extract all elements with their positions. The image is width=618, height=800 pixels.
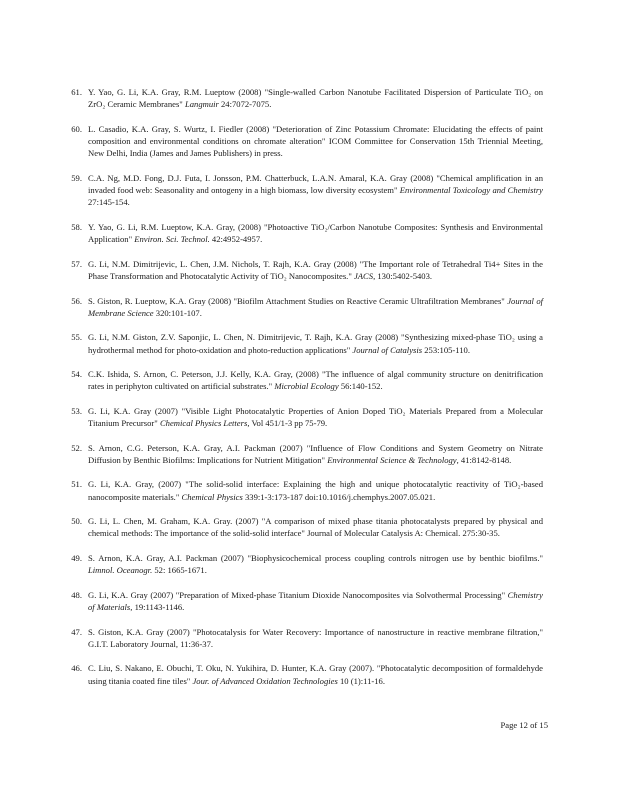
reference-text [88, 589, 543, 614]
page-number: Page 12 of 15 [500, 720, 548, 730]
reference-text [88, 405, 543, 430]
reference-body: S. Arnon, C.G. Peterson, K.A. Gray, A.I. Packman (2007) "Influence of Flow Conditions and System Geometry on Nitrate Diffusion by Benthic Biofilms: Implications for Nutrient Mitigation" [88, 442, 543, 465]
reference-details: 42:4952-4957. [209, 234, 263, 245]
reference-details: , Vol 451/1-3 pp 75-79. [247, 418, 328, 429]
journal-name: Journal of Catalysis [352, 344, 423, 355]
reference-details: , 41:8142-8148. [456, 454, 512, 465]
reference-number: 50. [71, 516, 82, 527]
reference-number: 59. [71, 172, 82, 183]
reference-number: 52. [71, 442, 82, 453]
reference-item [0, 172, 618, 209]
journal-name: Chemistry of Materials [88, 589, 543, 613]
journal-name: Chemical Physics Letters [159, 418, 248, 429]
reference-body: G. Li, K.A. Gray (2007) "Preparation of Mixed-phase Titanium Dioxide Nanocomposites via Solvothermal Processing" [88, 589, 508, 600]
reference-number: 47. [71, 626, 82, 637]
reference-details: 253:105-110. [422, 344, 470, 355]
reference-item [0, 86, 618, 111]
reference-text [88, 123, 543, 160]
reference-text [88, 331, 543, 356]
reference-text [88, 295, 543, 320]
reference-details: 339:1-3:173-187 doi:10.1016/j.chemphys.2007.05.021. [242, 491, 436, 502]
reference-body: S. Giston, K.A. Gray (2007) "Photocatalysis for Water Recovery: Importance of nanostructure in reactive membrane filtration," G.I.T. Laboratory Journal, 11:36-37. [88, 626, 543, 649]
reference-body: L. Casadio, K.A. Gray, S. Wurtz, I. Fiedler (2008) "Deterioration of Zinc Potassium Chromate: Elucidating the effects of paint composition and environmental conditions on chromate alteration" ICOM Committee for Conservation 15th Triennial Meeting, New Delhi, India (James and James Publishers) in press. [88, 123, 543, 159]
reference-details: 10 (1):11-16. [337, 675, 386, 686]
reference-number: 51. [71, 479, 82, 490]
reference-number: 56. [71, 295, 82, 306]
journal-name: Environ. Sci. Technol. [134, 234, 210, 245]
reference-number: 60. [71, 123, 82, 134]
reference-details: 24:7072-7075. [218, 99, 272, 110]
reference-item [0, 368, 618, 393]
reference-body: C.K. Ishida, S. Arnon, C. Peterson, J.J. Kelly, K.A. Gray, (2008) "The influence of algal community structure on denitrification rates in periphyton cultivated on artificial substrates." [88, 369, 543, 392]
reference-item [0, 258, 618, 283]
reference-details: 320:101-107. [153, 307, 202, 318]
reference-item [0, 662, 618, 687]
reference-body: G. Li, L. Chen, M. Graham, K.A. Gray. (2007) "A comparison of mixed phase titania photocatalysts prepared by physical and chemical methods: The importance of the solid-solid interface" Journal of Molecular Catalysis A: Chemical. 275:30-35. [88, 516, 543, 539]
reference-item [0, 295, 618, 320]
reference-details: 56:140-152. [338, 381, 383, 392]
reference-number: 58. [71, 221, 82, 232]
reference-body: G. Li, K.A. Gray (2007) "Visible Light Photocatalytic Properties of Anion Doped TiO₂ Materials Prepared from a Molecular Titanium Precursor" [88, 405, 543, 429]
journal-name: Jour. of Advanced Oxidation Technologies [192, 675, 338, 686]
journal-name: Environmental Science & Technology [327, 454, 457, 465]
reference-text [88, 258, 543, 283]
reference-text [88, 515, 543, 540]
reference-details: 27:145-154. [88, 197, 130, 208]
reference-body: G. Li, N.M. Giston, Z.V. Saponjic, L. Chen, N. Dimitrijevic, T. Rajh, K.A. Gray (2008) "Synthesizing mixed-phase TiO₂ using a hydrothermal method for photo-oxidation and photo-reduction applications" [88, 332, 543, 355]
reference-body: S. Giston, R. Lueptow, K.A. Gray (2008) "Biofilm Attachment Studies on Reactive Ceramic Ultrafiltration Membranes" [88, 295, 508, 306]
journal-name: Langmuir [184, 99, 219, 110]
reference-number: 55. [71, 332, 82, 343]
reference-body: G. Li, N.M. Dimitrijevic, L. Chen, J.M. Nichols, T. Rajh, K.A. Gray (2008) "The Important role of Tetrahedral Ti4+ Sites in the Phase Transformation and Photocatalytic Activity of TiO₂ Nanocomposites." [88, 258, 543, 282]
reference-item [0, 442, 618, 467]
reference-text [88, 662, 543, 687]
reference-body: Y. Yao, G. Li, R.M. Lueptow, K.A. Gray, (2008) "Photoactive TiO₂/Carbon Nanotube Composites: Synthesis and Environmental Application" [88, 221, 543, 245]
reference-details: , 130:5402-5403. [373, 271, 433, 282]
reference-text [88, 221, 543, 246]
reference-item [0, 589, 618, 614]
reference-number: 57. [71, 258, 82, 269]
reference-body: G. Li, K.A. Gray, (2007) "The solid-solid interface: Explaining the high and unique photocatalytic reactivity of TiO₂-based nanocomposite materials." [88, 479, 543, 502]
reference-text [88, 626, 543, 651]
reference-number: 53. [71, 405, 82, 416]
reference-number: 48. [71, 589, 82, 600]
journal-name: Chemical Physics [181, 491, 243, 502]
reference-item [0, 552, 618, 577]
journal-name: Environmental Toxicology and Chemistry [399, 185, 543, 196]
reference-item [0, 123, 618, 160]
reference-list [0, 86, 618, 699]
reference-text [88, 552, 543, 577]
reference-item [0, 478, 618, 503]
reference-body: S. Arnon, K.A. Gray, A.I. Packman (2007) "Biophysicochemical process coupling controls nitrogen use by benthic biofilms." [88, 552, 543, 563]
reference-number: 46. [71, 663, 82, 674]
journal-name: Microbial Ecology [274, 381, 339, 392]
reference-details: , 19:1143-1146. [130, 602, 185, 613]
journal-name: JACS [353, 271, 374, 282]
reference-number: 49. [71, 552, 82, 563]
reference-text [88, 368, 543, 393]
journal-name: Journal of Membrane Science [88, 295, 543, 318]
reference-number: 54. [71, 369, 82, 380]
reference-body: C. Liu, S. Nakano, E. Obuchi, T. Oku, N. Yukihira, D. Hunter, K.A. Gray (2007). "Photocatalytic decomposition of formaldehyde using titania coated fine tiles" [88, 663, 543, 686]
reference-text [88, 86, 543, 111]
reference-body: Y. Yao, G. Li, K.A. Gray, R.M. Lueptow (2008) "Single-walled Carbon Nanotube Facilitated Dispersion of Particulate TiO₂ on ZrO₂ Ceramic Membranes" [88, 87, 543, 110]
reference-body: C.A. Ng, M.D. Fong, D.J. Futa, I. Jonsson, P.M. Chatterbuck, L.A.N. Amaral, K.A. Gray (2008) "Chemical amplification in an invaded food web: Seasonality and ontogeny in a high biomass, low diversity ecosystem" [88, 172, 543, 196]
reference-text [88, 478, 543, 503]
reference-number: 61. [71, 87, 82, 97]
reference-item [0, 405, 618, 430]
reference-text [88, 442, 543, 467]
reference-item [0, 331, 618, 356]
reference-item [0, 221, 618, 246]
journal-name: Limnol. Oceanogr. [88, 565, 153, 576]
reference-text [88, 172, 543, 209]
reference-details: 52: 1665-1671. [152, 565, 207, 576]
reference-item [0, 626, 618, 651]
reference-item [0, 515, 618, 540]
